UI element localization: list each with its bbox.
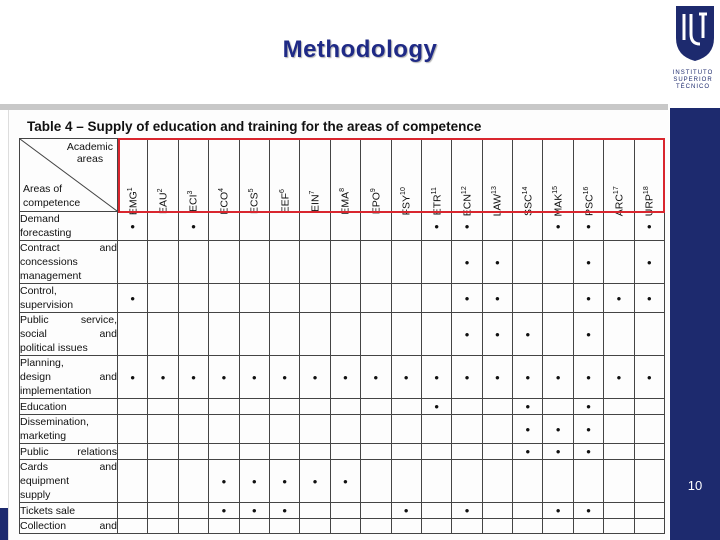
empty-cell <box>118 503 148 519</box>
empty-cell <box>482 444 512 460</box>
table-row <box>20 313 665 356</box>
empty-cell <box>239 284 269 313</box>
empty-cell <box>148 503 178 519</box>
empty-cell <box>118 313 148 356</box>
mark-cell: • <box>330 460 360 503</box>
empty-cell <box>604 313 634 356</box>
empty-cell <box>239 212 269 241</box>
column-code: EAU$^2$ <box>156 188 170 214</box>
empty-cell <box>634 503 664 519</box>
column-code: ECN$^{12}$ <box>460 185 474 216</box>
column-footnote: 13 <box>491 185 499 194</box>
empty-cell <box>421 503 451 519</box>
column-code: MAK$^{15}$ <box>551 185 565 217</box>
empty-cell <box>330 503 360 519</box>
empty-cell <box>513 241 543 284</box>
empty-cell <box>118 241 148 284</box>
empty-cell <box>361 313 391 356</box>
empty-cell <box>269 415 299 444</box>
empty-cell <box>178 399 208 415</box>
column-header-urp <box>634 139 664 216</box>
empty-cell <box>209 415 239 444</box>
mark-cell: • <box>452 212 482 241</box>
empty-cell <box>604 503 634 519</box>
empty-cell <box>482 503 512 519</box>
column-header-eau <box>148 139 178 212</box>
column-footnote: 1 <box>126 186 134 191</box>
empty-cell <box>118 460 148 503</box>
mark-cell: • <box>573 356 603 399</box>
competence-table <box>19 138 665 534</box>
empty-cell <box>361 460 391 503</box>
mark-cell: • <box>513 313 543 356</box>
column-code: FSY$^{10}$ <box>399 186 413 215</box>
mark-cell: • <box>604 356 634 399</box>
empty-cell <box>148 313 178 356</box>
empty-cell <box>269 399 299 415</box>
mark-cell: • <box>269 356 299 399</box>
empty-cell <box>300 313 330 356</box>
empty-cell <box>239 519 269 534</box>
table-image <box>8 110 669 540</box>
empty-cell <box>482 460 512 503</box>
column-header-emg <box>118 139 148 215</box>
mark-cell: • <box>330 356 360 399</box>
empty-cell <box>543 460 573 503</box>
mark-cell: • <box>300 460 330 503</box>
mark-cell: • <box>513 444 543 460</box>
mark-cell: • <box>573 284 603 313</box>
column-footnote: 2 <box>156 188 164 192</box>
empty-cell <box>634 313 664 356</box>
empty-cell <box>148 415 178 444</box>
mark-cell: • <box>118 212 148 241</box>
column-footnote: 10 <box>399 186 407 195</box>
mark-cell: • <box>209 356 239 399</box>
empty-cell <box>634 444 664 460</box>
mark-cell: • <box>634 356 664 399</box>
column-header-fsy <box>391 139 421 215</box>
mark-cell: • <box>543 503 573 519</box>
empty-cell <box>421 313 451 356</box>
table-row <box>20 356 665 399</box>
empty-cell <box>421 460 451 503</box>
row-label: Contract and concessions management <box>20 242 117 282</box>
mark-cell: • <box>239 503 269 519</box>
empty-cell <box>300 212 330 241</box>
column-code: SSC$^{14}$ <box>521 186 535 216</box>
mark-cell: • <box>573 241 603 284</box>
empty-cell <box>421 519 451 534</box>
empty-cell <box>391 444 421 460</box>
empty-cell <box>452 444 482 460</box>
mark-cell: • <box>482 284 512 313</box>
empty-cell <box>573 519 603 534</box>
empty-cell <box>209 241 239 284</box>
mark-cell: • <box>178 356 208 399</box>
mark-cell: • <box>573 415 603 444</box>
column-code: ARC$^{17}$ <box>612 185 626 216</box>
empty-cell <box>178 313 208 356</box>
mark-cell: • <box>573 444 603 460</box>
empty-cell <box>269 444 299 460</box>
empty-cell <box>300 519 330 534</box>
empty-cell <box>361 284 391 313</box>
column-header-law <box>482 139 512 216</box>
empty-cell <box>391 284 421 313</box>
column-header-eef <box>269 139 299 212</box>
column-header-ssc <box>513 139 543 216</box>
slide-title: Methodology <box>282 36 438 63</box>
corner-label-areas-of-competence: Areas of competence <box>23 183 81 209</box>
empty-cell <box>118 399 148 415</box>
empty-cell <box>452 519 482 534</box>
column-code: URP$^{18}$ <box>643 185 656 216</box>
mark-cell: • <box>209 503 239 519</box>
empty-cell <box>209 313 239 356</box>
empty-cell <box>452 460 482 503</box>
column-code: LAW$^{13}$ <box>491 185 504 216</box>
empty-cell <box>209 212 239 241</box>
mark-cell: • <box>269 460 299 503</box>
empty-cell <box>330 284 360 313</box>
column-footnote: 17 <box>612 185 620 194</box>
mark-cell: • <box>391 503 421 519</box>
empty-cell <box>118 519 148 534</box>
empty-cell <box>239 415 269 444</box>
empty-cell <box>452 399 482 415</box>
mark-cell: • <box>513 415 543 444</box>
mark-cell: • <box>452 503 482 519</box>
empty-cell <box>269 284 299 313</box>
table-row <box>20 415 665 444</box>
empty-cell <box>391 519 421 534</box>
column-code: EPO$^9$ <box>369 187 383 214</box>
empty-cell <box>330 415 360 444</box>
mark-cell: • <box>148 356 178 399</box>
mark-cell: • <box>239 460 269 503</box>
column-header-arc <box>604 139 634 216</box>
row-label: Public relations <box>20 445 117 458</box>
empty-cell <box>421 415 451 444</box>
empty-cell <box>634 399 664 415</box>
empty-cell <box>148 460 178 503</box>
table-header-row <box>20 139 665 212</box>
mark-cell: • <box>269 503 299 519</box>
column-footnote: 16 <box>582 186 590 194</box>
empty-cell <box>513 503 543 519</box>
brand-footer-bar <box>0 508 8 540</box>
empty-cell <box>604 444 634 460</box>
column-header-psc <box>573 139 603 216</box>
mark-cell: • <box>634 241 664 284</box>
empty-cell <box>391 313 421 356</box>
column-footnote: 8 <box>339 187 347 192</box>
column-header-epo <box>361 139 391 212</box>
mark-cell: • <box>573 503 603 519</box>
mark-cell: • <box>513 356 543 399</box>
empty-cell <box>361 415 391 444</box>
empty-cell <box>361 241 391 284</box>
table-row <box>20 444 665 460</box>
empty-cell <box>543 284 573 313</box>
empty-cell <box>543 313 573 356</box>
column-header-ein <box>300 139 330 212</box>
empty-cell <box>148 519 178 534</box>
empty-cell <box>513 284 543 313</box>
empty-cell <box>421 241 451 284</box>
logo-line: SUPERIOR <box>673 77 713 83</box>
empty-cell <box>330 212 360 241</box>
empty-cell <box>604 241 634 284</box>
empty-cell <box>634 460 664 503</box>
mark-cell: • <box>239 356 269 399</box>
column-header-ecn <box>452 139 482 216</box>
column-code: ETR$^{11}$ <box>430 186 443 215</box>
empty-cell <box>300 444 330 460</box>
empty-cell <box>118 415 148 444</box>
empty-cell <box>604 460 634 503</box>
empty-cell <box>361 503 391 519</box>
table-row <box>20 519 665 534</box>
empty-cell <box>178 503 208 519</box>
empty-cell <box>543 241 573 284</box>
mark-cell: • <box>634 284 664 313</box>
mark-cell: • <box>118 356 148 399</box>
column-footnote: 18 <box>643 185 651 194</box>
table-row <box>20 212 665 241</box>
mark-cell: • <box>391 356 421 399</box>
table-row <box>20 399 665 415</box>
empty-cell <box>513 460 543 503</box>
empty-cell <box>239 241 269 284</box>
column-code: ECI$^3$ <box>187 190 200 212</box>
column-footnote: 9 <box>369 187 377 192</box>
mark-cell: • <box>178 212 208 241</box>
column-footnote: 7 <box>308 190 316 194</box>
empty-cell <box>178 444 208 460</box>
empty-cell <box>209 519 239 534</box>
empty-cell <box>361 212 391 241</box>
empty-cell <box>209 399 239 415</box>
mark-cell: • <box>421 399 451 415</box>
empty-cell <box>178 415 208 444</box>
empty-cell <box>543 399 573 415</box>
mark-cell: • <box>634 212 664 241</box>
empty-cell <box>300 503 330 519</box>
row-label: Education <box>20 399 118 415</box>
mark-cell: • <box>452 241 482 284</box>
empty-cell <box>148 241 178 284</box>
empty-cell <box>209 444 239 460</box>
mark-cell: • <box>452 284 482 313</box>
mark-cell: • <box>573 212 603 241</box>
column-footnote: 15 <box>551 185 559 194</box>
empty-cell <box>361 519 391 534</box>
mark-cell: • <box>300 356 330 399</box>
mark-cell: • <box>452 356 482 399</box>
empty-cell <box>513 519 543 534</box>
mark-cell: • <box>421 212 451 241</box>
empty-cell <box>391 415 421 444</box>
mark-cell: • <box>543 415 573 444</box>
column-header-mak <box>543 139 573 217</box>
empty-cell <box>239 399 269 415</box>
mark-cell: • <box>482 356 512 399</box>
column-footnote: 6 <box>278 188 286 193</box>
empty-cell <box>391 241 421 284</box>
empty-cell <box>330 313 360 356</box>
empty-cell <box>391 399 421 415</box>
empty-cell <box>269 313 299 356</box>
empty-cell <box>178 460 208 503</box>
row-label: Dissemination, marketing <box>20 415 118 444</box>
column-code: EMG$^1$ <box>126 186 139 215</box>
logo-line: INSTITUTO <box>672 70 714 76</box>
mark-cell: • <box>209 460 239 503</box>
mark-cell: • <box>421 356 451 399</box>
empty-cell <box>391 212 421 241</box>
empty-cell <box>300 284 330 313</box>
mark-cell: • <box>482 313 512 356</box>
mark-cell: • <box>543 356 573 399</box>
empty-cell <box>300 241 330 284</box>
empty-cell <box>330 399 360 415</box>
empty-cell <box>269 212 299 241</box>
empty-cell <box>148 444 178 460</box>
table-row <box>20 241 665 284</box>
column-footnote: 4 <box>217 187 225 192</box>
empty-cell <box>482 519 512 534</box>
mark-cell: • <box>452 313 482 356</box>
mark-cell: • <box>513 399 543 415</box>
ist-logo <box>674 4 716 62</box>
empty-cell <box>634 519 664 534</box>
page-number: 10 <box>687 478 703 493</box>
empty-cell <box>239 313 269 356</box>
row-label: Demand forecasting <box>20 212 118 241</box>
column-footnote: 11 <box>430 186 438 194</box>
table-row <box>20 460 665 503</box>
empty-cell <box>604 519 634 534</box>
empty-cell <box>178 284 208 313</box>
empty-cell <box>391 460 421 503</box>
empty-cell <box>300 399 330 415</box>
empty-cell <box>269 519 299 534</box>
empty-cell <box>269 241 299 284</box>
empty-cell <box>330 519 360 534</box>
empty-cell <box>452 415 482 444</box>
column-footnote: 14 <box>521 186 529 194</box>
row-label: Tickets sale <box>20 503 118 519</box>
mark-cell: • <box>361 356 391 399</box>
empty-cell <box>634 415 664 444</box>
column-header-eco <box>209 139 239 215</box>
logo-line: TÉCNICO <box>676 84 710 90</box>
empty-cell <box>330 444 360 460</box>
empty-cell <box>482 399 512 415</box>
empty-cell <box>361 399 391 415</box>
row-label: Collection and <box>20 520 117 532</box>
empty-cell <box>421 444 451 460</box>
empty-cell <box>148 284 178 313</box>
table-corner-cell <box>20 139 118 212</box>
mark-cell: • <box>604 284 634 313</box>
column-footnote: 3 <box>187 190 195 194</box>
empty-cell <box>361 444 391 460</box>
column-header-etr <box>421 139 451 215</box>
column-code: EMA$^8$ <box>339 187 352 215</box>
column-header-eci <box>178 139 208 212</box>
empty-cell <box>421 284 451 313</box>
mark-cell: • <box>482 241 512 284</box>
table-caption: Table 4 – Supply of education and training for the areas of competence <box>27 119 482 134</box>
table-row <box>20 284 665 313</box>
mark-cell: • <box>573 313 603 356</box>
mark-cell: • <box>543 444 573 460</box>
empty-cell <box>118 444 148 460</box>
column-code: EEF$^6$ <box>278 188 291 213</box>
empty-cell <box>482 415 512 444</box>
empty-cell <box>209 284 239 313</box>
column-header-ecs <box>239 139 269 212</box>
empty-cell <box>543 519 573 534</box>
column-header-ema <box>330 139 360 215</box>
column-footnote: 12 <box>460 185 468 194</box>
row-label: Control, supervision <box>20 284 118 313</box>
empty-cell <box>239 444 269 460</box>
corner-label-academic-areas: Academic areas <box>66 141 113 165</box>
column-code: ECO$^4$ <box>217 187 231 215</box>
empty-cell <box>148 399 178 415</box>
empty-cell <box>178 519 208 534</box>
empty-cell <box>178 241 208 284</box>
column-code: ECS$^5$ <box>248 188 261 214</box>
row-label: Public service, social and political issues <box>20 314 117 354</box>
empty-cell <box>604 399 634 415</box>
mark-cell: • <box>573 399 603 415</box>
empty-cell <box>148 212 178 241</box>
empty-cell <box>604 415 634 444</box>
logo-caption <box>666 70 720 91</box>
table-row <box>20 503 665 519</box>
brand-side-bar <box>670 108 720 540</box>
empty-cell <box>573 460 603 503</box>
row-label: Planning, design and implementation <box>20 357 117 397</box>
column-footnote: 5 <box>248 188 255 192</box>
column-code: EIN$^7$ <box>308 190 322 212</box>
empty-cell <box>300 415 330 444</box>
column-code: PSC$^{16}$ <box>582 186 595 216</box>
row-label: Cards and equipment supply <box>20 461 117 501</box>
mark-cell: • <box>543 212 573 241</box>
mark-cell: • <box>118 284 148 313</box>
empty-cell <box>330 241 360 284</box>
